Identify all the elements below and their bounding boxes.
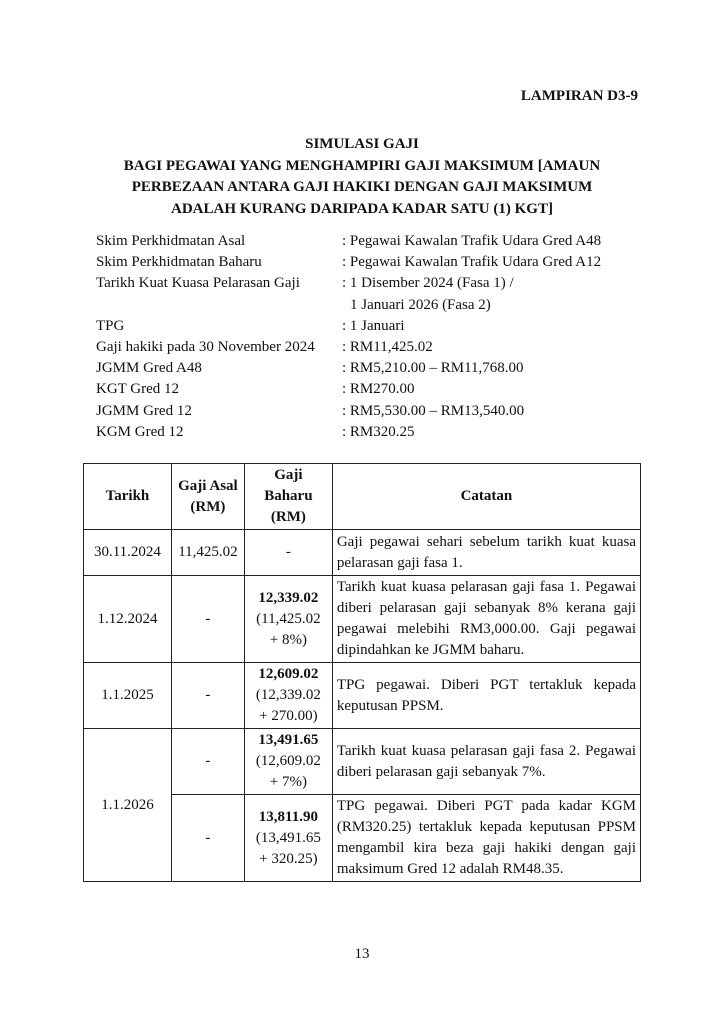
cell-gaji-baharu bbox=[244, 795, 332, 882]
info-value: : RM320.25 bbox=[342, 423, 415, 440]
cell-tarikh: 1.1.2025 bbox=[84, 663, 172, 729]
info-label: TPG bbox=[96, 317, 125, 334]
cell-gaji-baharu bbox=[244, 663, 332, 729]
title-line: SIMULASI GAJI bbox=[305, 136, 419, 152]
table-row bbox=[84, 663, 641, 729]
cell-gaji-baharu: - bbox=[244, 530, 332, 576]
info-label: Tarikh Kuat Kuasa Pelarasan Gaji bbox=[96, 275, 300, 292]
table-row bbox=[84, 729, 641, 795]
col-header-gaji-baharu bbox=[244, 464, 332, 530]
info-label: JGMM Gred 12 bbox=[96, 402, 192, 419]
header-line: Baharu bbox=[264, 488, 313, 504]
col-header-tarikh: Tarikh bbox=[84, 464, 172, 530]
cell-gaji-asal: - bbox=[171, 795, 244, 882]
info-value: : RM5,210.00 – RM11,768.00 bbox=[342, 360, 524, 377]
header-line: Gaji bbox=[274, 467, 303, 483]
table-row bbox=[84, 530, 641, 576]
cell-catatan: TPG pegawai. Diberi PGT tertakluk kepada keputusan PPSM. bbox=[332, 663, 640, 729]
gaji-baharu-amount: 13,491.65 bbox=[258, 732, 319, 748]
gaji-baharu-calc: (12,339.02 bbox=[255, 687, 321, 703]
gaji-baharu-amount: 12,339.02 bbox=[258, 589, 319, 606]
cell-gaji-asal: - bbox=[171, 576, 244, 663]
cell-tarikh: 1.12.2024 bbox=[84, 576, 172, 663]
title-line: ADALAH KURANG DARIPADA KADAR SATU (1) KGT] bbox=[171, 200, 553, 217]
cell-gaji-asal: 11,425.02 bbox=[171, 530, 244, 576]
gaji-baharu-amount: 12,609.02 bbox=[258, 666, 319, 682]
cell-catatan: Tarikh kuat kuasa pelarasan gaji fasa 2. Pegawai diberi pelarasan gaji sebanyak 7%. bbox=[332, 729, 640, 795]
page-number: 13 bbox=[354, 946, 370, 962]
info-value: : Pegawai Kawalan Trafik Udara Gred A12 bbox=[342, 254, 602, 271]
gaji-baharu-calc: (13,491.65 bbox=[255, 829, 321, 846]
col-header-gaji-asal bbox=[171, 464, 244, 530]
title-line: PERBEZAAN ANTARA GAJI HAKIKI DENGAN GAJI MAKSIMUM bbox=[131, 179, 593, 195]
info-label: KGM Gred 12 bbox=[96, 423, 184, 440]
info-value: : RM11,425.02 bbox=[342, 338, 433, 355]
info-label: JGMM Gred A48 bbox=[96, 360, 202, 377]
gaji-baharu-calc: (11,425.02 bbox=[256, 610, 321, 627]
cell-gaji-baharu bbox=[244, 729, 332, 795]
title-line: BAGI PEGAWAI YANG MENGHAMPIRI GAJI MAKSIMUM [AMAUN bbox=[123, 157, 601, 174]
info-value: : 1 Januari bbox=[342, 317, 405, 334]
cell-catatan: Tarikh kuat kuasa pelarasan gaji fasa 1. Pegawai diberi pelarasan gaji sebanyak 8% kerana gaji pegawai melebihi RM3,000.00. Gaji pegawai dipindahkan ke JGMM baharu. bbox=[332, 576, 640, 663]
header-line: (RM) bbox=[190, 498, 226, 515]
cell-catatan: Gaji pegawai sehari sebelum tarikh kuat kuasa pelarasan gaji fasa 1. bbox=[332, 530, 640, 576]
salary-simulation-table bbox=[83, 463, 641, 882]
appendix-label: LAMPIRAN D3-9 bbox=[520, 88, 638, 104]
cell-catatan: TPG pegawai. Diberi PGT pada kadar KGM (RM320.25) tertakluk kepada keputusan PPSM mengambil kira beza gaji hakiki dengan gaji maksimum Gred 12 adalah RM48.35. bbox=[332, 795, 640, 882]
info-label: KGT Gred 12 bbox=[96, 381, 180, 398]
gaji-baharu-calc: + 7%) bbox=[269, 774, 307, 790]
table-header-row bbox=[84, 464, 641, 530]
gaji-baharu-calc: + 8%) bbox=[269, 631, 307, 648]
cell-tarikh: 30.11.2024 bbox=[84, 530, 172, 576]
info-value: : Pegawai Kawalan Trafik Udara Gred A48 bbox=[342, 233, 602, 249]
header-line: Gaji Asal bbox=[178, 477, 238, 494]
gaji-baharu-calc: + 320.25) bbox=[259, 850, 318, 867]
header-line: (RM) bbox=[270, 509, 306, 525]
cell-gaji-asal: - bbox=[171, 663, 244, 729]
col-header-catatan: Catatan bbox=[332, 464, 640, 530]
document-title bbox=[0, 134, 724, 220]
info-label: Skim Perkhidmatan Asal bbox=[96, 233, 246, 249]
cell-tarikh: 1.1.2026 bbox=[84, 729, 172, 882]
info-value: : RM270.00 bbox=[342, 381, 415, 398]
info-label: Skim Perkhidmatan Baharu bbox=[96, 254, 262, 271]
gaji-baharu-calc: + 270.00) bbox=[259, 708, 318, 724]
info-label: Gaji hakiki pada 30 November 2024 bbox=[96, 338, 315, 355]
gaji-baharu-amount: 13,811.90 bbox=[258, 808, 318, 825]
gaji-baharu-calc: (12,609.02 bbox=[255, 753, 321, 769]
info-value: : 1 Disember 2024 (Fasa 1) / bbox=[342, 275, 514, 292]
table-row bbox=[84, 576, 641, 663]
cell-gaji-asal: - bbox=[171, 729, 244, 795]
info-value: 1 Januari 2026 (Fasa 2) bbox=[350, 296, 491, 313]
info-value: : RM5,530.00 – RM13,540.00 bbox=[342, 402, 525, 419]
cell-gaji-baharu bbox=[244, 576, 332, 663]
